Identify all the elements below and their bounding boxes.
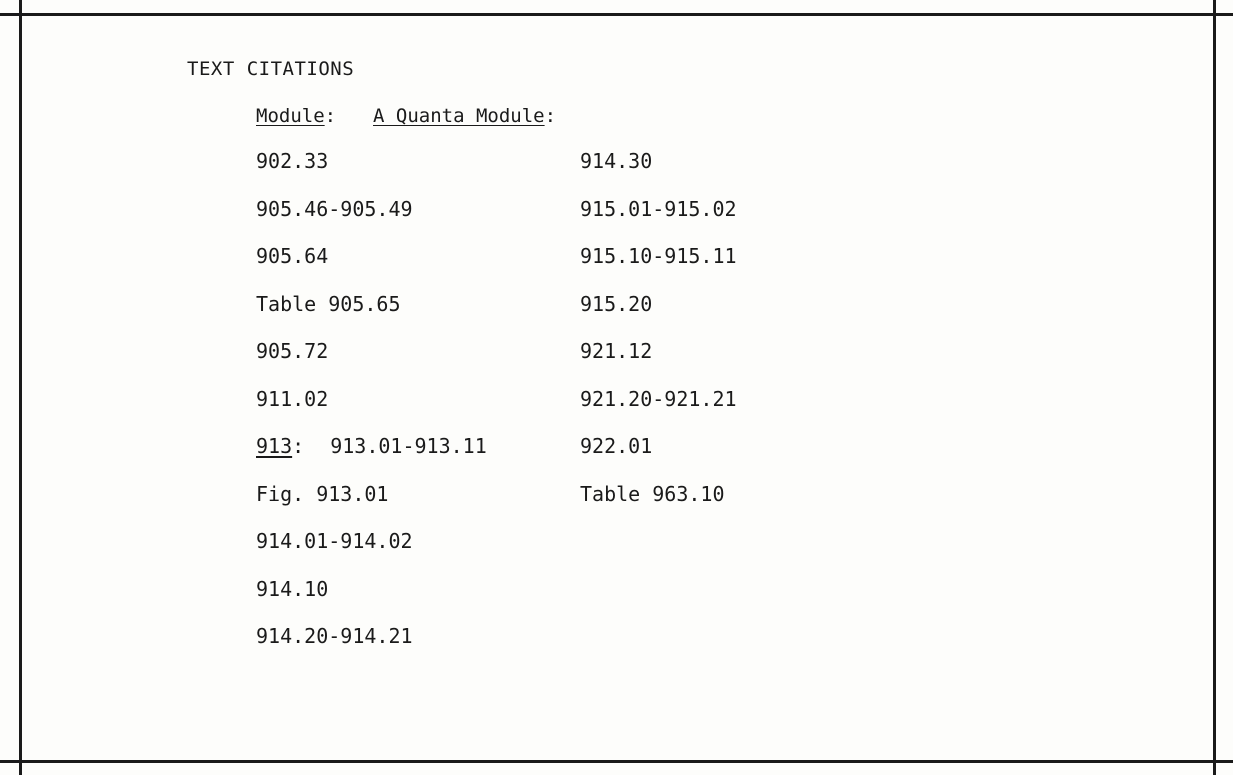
frame-edge [1213,0,1216,13]
citation-entry: 905.64 [256,244,329,268]
frame-edge [19,0,22,13]
section-heading: TEXT CITATIONS [187,58,355,80]
citation-entry: 921.12 [580,339,653,363]
frame-edge [1216,13,1233,16]
citation-entry: 915.10-915.11 [580,244,737,268]
citation-entry: Fig. 913.01 [256,481,389,506]
citation-entry: 914.20-914.21 [256,624,413,648]
citation-entry: 905.72 [256,339,329,363]
citations-left-column [256,148,487,671]
frame-edge [0,13,19,16]
module-colon: : [324,105,337,127]
citation-entry: 921.20-921.21 [580,386,737,411]
module-label: Module [256,105,325,127]
citation-entry: 914.01-914.02 [256,529,413,553]
citation-entry: 914.10 [256,576,329,601]
module-title-colon: : [544,105,557,127]
frame-edge [1213,763,1216,775]
module-title: A Quanta Module [373,105,545,127]
citation-section: 913 [256,434,293,458]
module-line [256,105,556,127]
citation-entry: 914.30 [580,149,653,173]
citation-entry: Table 963.10 [580,481,725,506]
frame-edge [1216,760,1233,763]
citation-entry: 915.01-915.02 [580,196,737,221]
frame-edge [0,760,19,763]
citation-range: 913.01-913.11 [330,434,487,458]
citation-entry: 905.46-905.49 [256,196,413,221]
citation-entry: 911.02 [256,386,329,411]
citation-entry: 902.33 [256,149,329,173]
frame-edge [19,763,22,775]
citation-entry [256,433,487,481]
citation-entry: Table 905.65 [256,291,401,316]
citation-entry: 915.20 [580,291,653,316]
citation-entry: 922.01 [580,434,653,458]
citation-section-sep: : [292,434,305,458]
citations-right-column [580,148,737,528]
